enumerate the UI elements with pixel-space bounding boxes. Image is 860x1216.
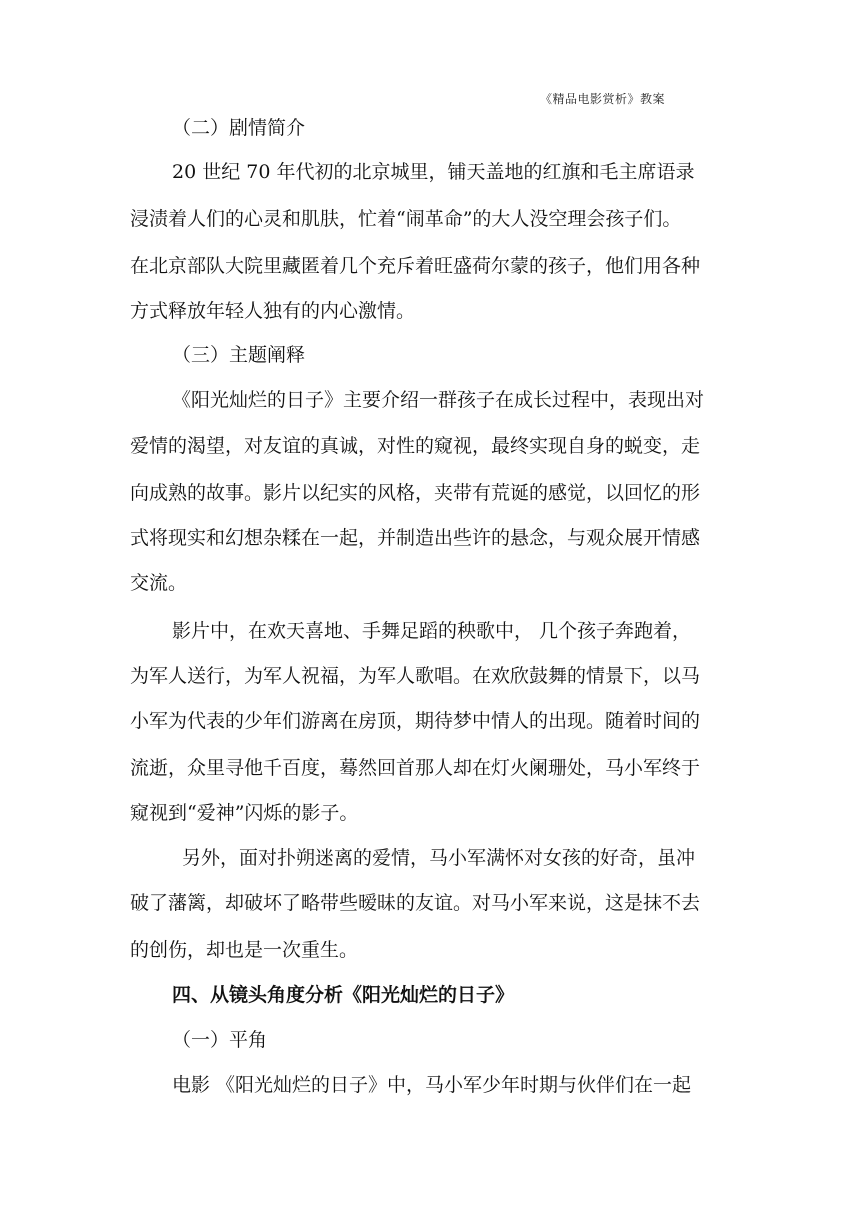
paragraph-line: 向成熟的故事。影片以纪实的风格，夹带有荒诞的感觉，以回忆的形 bbox=[130, 482, 701, 504]
paragraph-line: 影片中，在欢天喜地、手舞足蹈的秧歌中， 几个孩子奔跑着， bbox=[172, 620, 692, 642]
paragraph-line: 《阳光灿烂的日子》主要介绍一群孩子在成长过程中，表现出对 bbox=[172, 389, 705, 411]
paragraph-line: 浸渍着人们的心灵和肌肤，忙着“闹革命”的大人没空理会孩子们。 bbox=[130, 208, 682, 230]
page-header: 《精品电影赏析》教案 bbox=[540, 92, 666, 106]
paragraph-line: 小军为代表的少年们游离在房顶，期待梦中情人的出现。随着时间的 bbox=[130, 710, 701, 732]
paragraph-line: 20 世纪 70 年代初的北京城里，铺天盖地的红旗和毛主席语录 bbox=[172, 161, 695, 183]
paragraph-line: 流逝，众里寻他千百度，蓦然回首那人却在灯火阑珊处，马小军终于 bbox=[130, 757, 701, 779]
paragraph-line: 另外，面对扑朔迷离的爱情，马小军满怀对女孩的好奇，虽冲 bbox=[182, 847, 696, 869]
paragraph-line: 破了藩篱，却破坏了略带些暧昧的友谊。对马小军来说，这是抹不去 bbox=[130, 892, 701, 914]
paragraph-line: 的创伤，却也是一次重生。 bbox=[130, 939, 359, 961]
paragraph-line: 窥视到“爱神”闪烁的影子。 bbox=[130, 802, 359, 824]
section-heading-plot: （二）剧情简介 bbox=[172, 117, 306, 139]
paragraph-line: 爱情的渴望，对友谊的真诚，对性的窥视，最终实现自身的蜕变，走 bbox=[130, 435, 701, 457]
paragraph-line: 式将现实和幻想杂糅在一起，并制造出些许的悬念，与观众展开情感 bbox=[130, 527, 701, 549]
sub-heading-flat-angle: （一）平角 bbox=[172, 1029, 268, 1051]
section-heading-four: 四、从镜头角度分析《阳光灿烂的日子》 bbox=[172, 984, 515, 1006]
section-heading-theme: （三）主题阐释 bbox=[172, 344, 306, 366]
paragraph-line: 交流。 bbox=[130, 572, 188, 594]
paragraph-line: 在北京部队大院里藏匿着几个充斥着旺盛荷尔蒙的孩子，他们用各种 bbox=[130, 255, 701, 277]
paragraph-line: 为军人送行，为军人祝福，为军人歌唱。在欢欣鼓舞的情景下，以马 bbox=[130, 665, 701, 687]
paragraph-line: 方式释放年轻人独有的内心激情。 bbox=[130, 300, 416, 322]
paragraph-line: 电影 《阳光灿烂的日子》中，马小军少年时期与伙伴们在一起 bbox=[172, 1074, 692, 1096]
